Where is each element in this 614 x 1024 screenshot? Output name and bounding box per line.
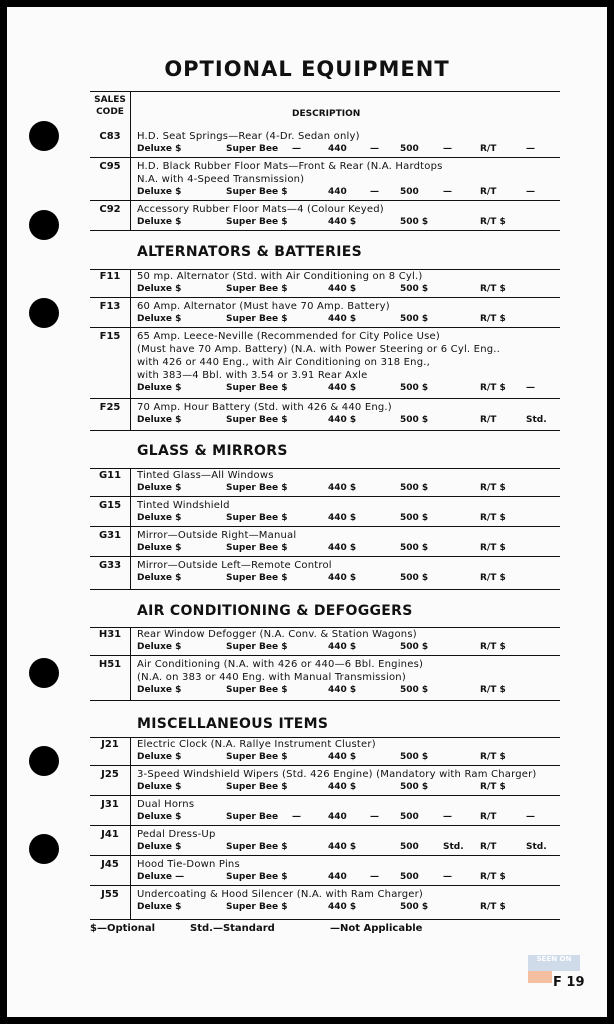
sales-code: G11 [98, 470, 122, 481]
price-cell: Super Bee $ [226, 573, 288, 583]
price-cell: 500 $ [400, 573, 429, 583]
price-cell: Deluxe $ [137, 543, 182, 553]
price-cell: R/T $ [480, 782, 506, 792]
section-title-alternators: ALTERNATORS & BATTERIES [137, 244, 363, 260]
description-line: Mirror—Outside Left—Remote Control [137, 560, 332, 571]
price-cell: 440 $ [328, 383, 357, 393]
price-line [0, 186, 614, 199]
price-cell: R/T $ [480, 902, 506, 912]
price-line [0, 512, 614, 525]
description-line: 3-Speed Windshield Wipers (Std. 426 Engine) (Mandatory with Ram Charger) [137, 769, 537, 780]
price-cell: 500 $ [400, 314, 429, 324]
row-rule [90, 589, 560, 590]
row-rule [90, 157, 560, 158]
price-cell: Deluxe $ [137, 383, 182, 393]
price-cell: Super Bee $ [226, 284, 288, 294]
price-cell: 500 $ [400, 642, 429, 652]
price-cell: 500 $ [400, 902, 429, 912]
price-cell: — [292, 144, 301, 154]
description-line: with 426 or 440 Eng., with Air Conditioning on 318 Eng., [137, 357, 431, 368]
sales-code: H31 [98, 629, 122, 640]
item-description [137, 130, 557, 143]
price-cell: Super Bee $ [226, 483, 288, 493]
price-cell: Deluxe $ [137, 812, 182, 822]
price-cell: R/T $ [480, 685, 506, 695]
description-line: Accessory Rubber Floor Mats—4 (Colour Keyed) [137, 204, 384, 215]
description-line: Air Conditioning (N.A. with 426 or 440—6 Bbl. Engines) [137, 659, 424, 670]
price-cell: R/T $ [480, 573, 506, 583]
row-rule [90, 297, 560, 298]
item-description [137, 828, 557, 841]
price-cell: 500 $ [400, 543, 429, 553]
price-cell: — [526, 383, 535, 393]
price-cell: 500 $ [400, 782, 429, 792]
price-cell: Super Bee $ [226, 842, 288, 852]
item-description [137, 628, 557, 641]
price-cell: — [443, 812, 452, 822]
price-cell: Deluxe $ [137, 752, 182, 762]
row-rule [90, 700, 560, 701]
item-description [137, 798, 557, 811]
price-cell: Super Bee $ [226, 187, 288, 197]
row-rule [90, 526, 560, 527]
price-line [0, 482, 614, 495]
section-title-air: AIR CONDITIONING & DEFOGGERS [137, 603, 413, 619]
description-line: Undercoating & Hood Silencer (N.A. with Ram Charger) [137, 889, 424, 900]
sales-code: J21 [101, 739, 119, 750]
price-cell: Deluxe — [137, 872, 185, 882]
row-rule [90, 855, 560, 856]
price-line [0, 641, 614, 654]
price-cell: 500 [400, 872, 419, 882]
watermark-logo-accent [528, 971, 552, 983]
sales-code: F13 [99, 301, 121, 312]
description-line: Electric Clock (N.A. Rallye Instrument Cluster) [137, 739, 376, 750]
item-description [137, 559, 557, 572]
price-cell: R/T $ [480, 314, 506, 324]
price-line [0, 572, 614, 585]
row-rule [90, 327, 560, 328]
price-cell: 500 $ [400, 415, 429, 425]
price-cell: Super Bee $ [226, 752, 288, 762]
price-cell: 440 $ [328, 483, 357, 493]
price-cell: Deluxe $ [137, 483, 182, 493]
price-cell: Deluxe $ [137, 685, 182, 695]
sales-code: F11 [99, 271, 121, 282]
sales-code: J25 [101, 769, 119, 780]
sales-code: J41 [101, 829, 119, 840]
price-cell: Deluxe $ [137, 284, 182, 294]
price-cell: 500 [400, 812, 419, 822]
price-cell: 440 $ [328, 314, 357, 324]
price-cell: 440 $ [328, 685, 357, 695]
price-cell: R/T [480, 842, 497, 852]
item-description [137, 300, 557, 313]
price-line [0, 901, 614, 914]
sales-code: H51 [98, 659, 122, 670]
price-cell: Deluxe $ [137, 842, 182, 852]
sales-code: J45 [101, 859, 119, 870]
price-cell: Super Bee $ [226, 685, 288, 695]
description-line: 65 Amp. Leece-Neville (Recommended for City Police Use) [137, 331, 441, 342]
item-description [137, 160, 557, 186]
description-line: H.D. Black Rubber Floor Mats—Front & Rear (N.A. Hardtops [137, 161, 443, 172]
item-description [137, 401, 557, 414]
description-line: (N.A. on 383 or 440 Eng. with Manual Transmission) [137, 672, 406, 683]
price-cell: 440 $ [328, 513, 357, 523]
section-title-misc: MISCELLANEOUS ITEMS [137, 716, 329, 732]
description-line: Hood Tie-Down Pins [137, 859, 240, 870]
price-cell: R/T [480, 415, 497, 425]
row-rule [90, 556, 560, 557]
price-cell: Deluxe $ [137, 902, 182, 912]
price-cell: 500 [400, 842, 419, 852]
price-line [0, 414, 614, 427]
row-rule [90, 230, 560, 231]
price-cell: 500 $ [400, 217, 429, 227]
page-title: OPTIONAL EQUIPMENT [164, 57, 450, 81]
price-cell: 440 $ [328, 752, 357, 762]
watermark-logo: SEEN ON [528, 955, 580, 971]
price-cell: R/T $ [480, 513, 506, 523]
column-divider [130, 91, 131, 230]
price-cell: — [370, 872, 379, 882]
row-rule [90, 795, 560, 796]
row-rule [90, 885, 560, 886]
sales-code-header [90, 94, 130, 118]
price-cell: Super Bee $ [226, 872, 288, 882]
price-cell: Super Bee $ [226, 314, 288, 324]
price-line [0, 542, 614, 555]
price-cell: R/T $ [480, 872, 506, 882]
price-cell: 440 $ [328, 284, 357, 294]
page-number: F 19 [553, 975, 585, 990]
price-cell: 440 $ [328, 415, 357, 425]
price-cell: — [370, 144, 379, 154]
price-cell: Super Bee $ [226, 902, 288, 912]
sales-code: G31 [98, 530, 122, 541]
price-cell: Super Bee [226, 812, 279, 822]
price-cell: R/T $ [480, 483, 506, 493]
price-cell: 440 $ [328, 642, 357, 652]
sales-code: F25 [99, 402, 121, 413]
price-cell: Deluxe $ [137, 217, 182, 227]
price-cell: Super Bee $ [226, 543, 288, 553]
price-cell: R/T $ [480, 383, 506, 393]
price-cell: R/T [480, 812, 497, 822]
price-cell: Deluxe $ [137, 187, 182, 197]
price-cell: Super Bee $ [226, 415, 288, 425]
price-cell: 500 $ [400, 752, 429, 762]
price-cell: Deluxe $ [137, 415, 182, 425]
legend-standard: Std.—Standard [190, 923, 275, 934]
item-description [137, 658, 557, 684]
item-description [137, 330, 557, 382]
price-cell: 440 [328, 187, 347, 197]
price-line [0, 781, 614, 794]
sales-code: J31 [101, 799, 119, 810]
item-description [137, 469, 557, 482]
sales-code: C83 [99, 131, 121, 142]
item-description [137, 888, 557, 901]
price-cell: — [443, 144, 452, 154]
price-cell: Std. [443, 842, 464, 852]
description-line: Mirror—Outside Right—Manual [137, 530, 297, 541]
sales-code: F15 [99, 331, 121, 342]
legend-not-applicable: —Not Applicable [330, 923, 423, 934]
description-line: Pedal Dress-Up [137, 829, 216, 840]
price-cell: — [292, 812, 301, 822]
legend [90, 923, 560, 937]
price-line [0, 313, 614, 326]
sales-code: J55 [101, 889, 119, 900]
item-description [137, 499, 557, 512]
price-line [0, 841, 614, 854]
price-cell: Super Bee [226, 144, 279, 154]
table-top-rule [90, 91, 560, 92]
sales-code-header-line2: CODE [96, 107, 124, 117]
description-line: (Must have 70 Amp. Battery) (N.A. with Power Steering or 6 Cyl. Eng.. [137, 344, 501, 355]
price-cell: Deluxe $ [137, 642, 182, 652]
price-line [0, 216, 614, 229]
price-line [0, 283, 614, 296]
price-cell: 440 $ [328, 902, 357, 912]
price-cell: Deluxe $ [137, 513, 182, 523]
row-rule [90, 655, 560, 656]
row-rule [90, 200, 560, 201]
row-rule [90, 430, 560, 431]
price-cell: 500 [400, 187, 419, 197]
sales-code-header-line1: SALES [94, 95, 126, 105]
price-line [0, 382, 614, 395]
price-line [0, 871, 614, 884]
description-line: 50 mp. Alternator (Std. with Air Conditioning on 8 Cyl.) [137, 271, 423, 282]
sales-code: C92 [99, 204, 121, 215]
price-cell: — [526, 187, 535, 197]
sales-code: G15 [98, 500, 122, 511]
description-header: DESCRIPTION [292, 109, 361, 119]
price-cell: 440 [328, 872, 347, 882]
price-cell: 500 $ [400, 685, 429, 695]
price-line [0, 143, 614, 156]
price-cell: R/T $ [480, 284, 506, 294]
price-cell: 500 $ [400, 483, 429, 493]
row-rule [90, 398, 560, 399]
description-line: H.D. Seat Springs—Rear (4-Dr. Sedan only) [137, 131, 360, 142]
price-cell: — [526, 144, 535, 154]
price-line [0, 751, 614, 764]
price-cell: R/T $ [480, 752, 506, 762]
description-line: Rear Window Defogger (N.A. Conv. & Station Wagons) [137, 629, 417, 640]
price-cell: R/T [480, 187, 497, 197]
price-cell: 440 $ [328, 573, 357, 583]
row-rule [90, 765, 560, 766]
price-cell: Deluxe $ [137, 144, 182, 154]
section-title-glass: GLASS & MIRRORS [137, 443, 288, 459]
price-cell: — [526, 812, 535, 822]
item-description [137, 768, 557, 781]
price-cell: — [370, 812, 379, 822]
price-cell: R/T $ [480, 642, 506, 652]
price-cell: — [443, 872, 452, 882]
price-cell: Deluxe $ [137, 782, 182, 792]
price-cell: 440 $ [328, 217, 357, 227]
price-cell: 440 $ [328, 543, 357, 553]
price-cell: R/T $ [480, 543, 506, 553]
description-line: Tinted Windshield [137, 500, 230, 511]
price-cell: Std. [526, 415, 547, 425]
row-rule [90, 919, 560, 920]
description-line: N.A. with 4-Speed Transmission) [137, 174, 305, 185]
price-line [0, 684, 614, 697]
price-cell: 500 $ [400, 284, 429, 294]
price-cell: Super Bee $ [226, 513, 288, 523]
price-cell: Std. [526, 842, 547, 852]
description-line: 60 Amp. Alternator (Must have 70 Amp. Battery) [137, 301, 390, 312]
sales-code: C95 [99, 161, 121, 172]
description-line: Dual Horns [137, 799, 195, 810]
item-description [137, 203, 557, 216]
price-cell: Super Bee $ [226, 642, 288, 652]
item-description [137, 858, 557, 871]
price-cell: Super Bee $ [226, 217, 288, 227]
price-cell: Super Bee $ [226, 782, 288, 792]
description-line: Tinted Glass—All Windows [137, 470, 274, 481]
legend-optional: $—Optional [90, 923, 155, 934]
price-cell: 440 [328, 144, 347, 154]
price-cell: — [443, 187, 452, 197]
price-cell: 440 $ [328, 782, 357, 792]
row-rule [90, 496, 560, 497]
item-description [137, 270, 557, 283]
description-line: 70 Amp. Hour Battery (Std. with 426 & 440 Eng.) [137, 402, 392, 413]
price-cell: 500 [400, 144, 419, 154]
price-cell: Deluxe $ [137, 573, 182, 583]
sales-code: G33 [98, 560, 122, 571]
price-cell: 500 $ [400, 383, 429, 393]
description-line: with 383—4 Bbl. with 3.54 or 3.91 Rear Axle [137, 370, 368, 381]
item-description [137, 529, 557, 542]
price-cell: Deluxe $ [137, 314, 182, 324]
price-cell: 440 $ [328, 842, 357, 852]
price-cell: 500 $ [400, 513, 429, 523]
item-description [137, 738, 557, 751]
price-cell: R/T [480, 144, 497, 154]
price-line [0, 811, 614, 824]
price-cell: Super Bee $ [226, 383, 288, 393]
price-cell: 440 [328, 812, 347, 822]
price-cell: — [370, 187, 379, 197]
price-cell: R/T $ [480, 217, 506, 227]
row-rule [90, 825, 560, 826]
